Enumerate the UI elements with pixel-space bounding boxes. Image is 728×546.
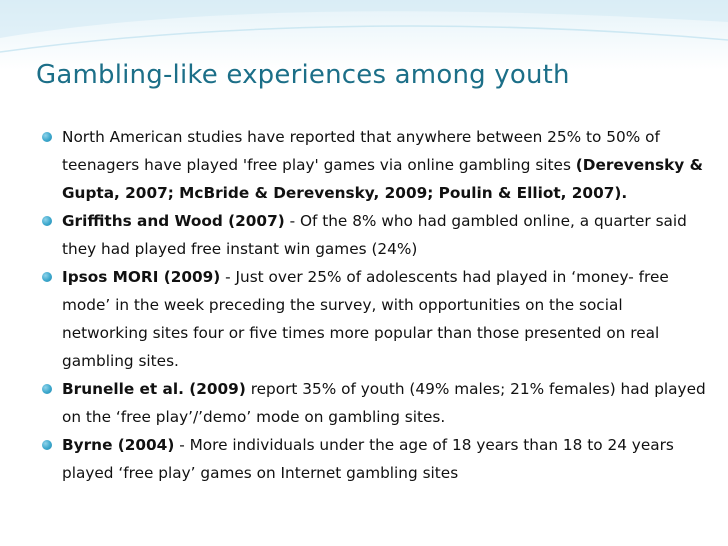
bullet-citation: Brunelle et al. (2009) [62, 380, 246, 398]
bullet-item [62, 207, 712, 263]
bullet-item [62, 431, 712, 487]
slide-title: Gambling-like experiences among youth [36, 60, 570, 90]
bullet-icon [42, 216, 52, 226]
bullet-citation: Griffiths and Wood (2007) [62, 212, 285, 230]
bullet-citation: Ipsos MORI (2009) [62, 268, 221, 286]
bullet-text: - Of the 8% who had gambled online, a quarter said they had played free instant win games (24%) [62, 212, 687, 258]
bullet-icon [42, 440, 52, 450]
bullet-citation: Byrne (2004) [62, 436, 175, 454]
bullet-citation: (Derevensky & Gupta, 2007; McBride & Derevensky, 2009; Poulin & Elliot, 2007). [62, 156, 703, 202]
bullet-icon [42, 384, 52, 394]
bullet-item [62, 375, 712, 431]
bullet-text: - Just over 25% of adolescents had played in ‘money- free mode’ in the week preceding the survey, with opportunities on the social networking sites four or five times more popular than those presented on real gambling sites. [62, 268, 669, 370]
bullet-item [62, 123, 712, 207]
bullet-list [62, 123, 712, 487]
bullet-text: report 35% of youth (49% males; 21% females) had played on the ‘free play’/’demo’ mode on gambling sites. [62, 380, 706, 426]
bullet-icon [42, 272, 52, 282]
bullet-text: North American studies have reported that anywhere between 25% to 50% of teenagers have played 'free play' games via online gambling sites [62, 128, 660, 174]
bullet-item [62, 263, 712, 375]
bullet-icon [42, 132, 52, 142]
bullet-text: - More individuals under the age of 18 years than 18 to 24 years played ‘free play’ games on Internet gambling sites [62, 436, 674, 482]
